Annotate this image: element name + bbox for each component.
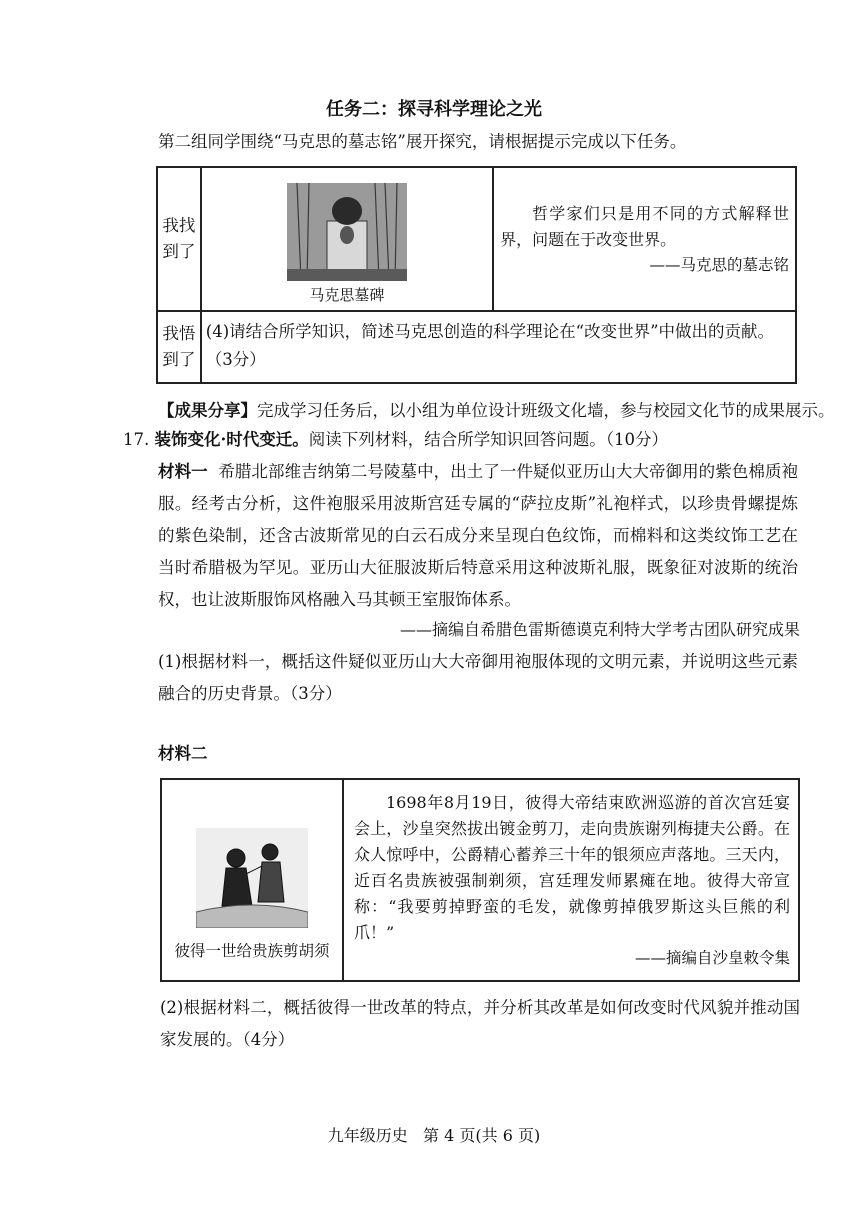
material1: [158, 456, 798, 616]
material2-text-cell: [343, 779, 799, 981]
q17-header: [123, 428, 668, 452]
found-label-cell: [157, 167, 201, 311]
footer-page: 第 4 页(共 6 页): [423, 1126, 541, 1145]
page-footer: [0, 1124, 868, 1148]
realize-label: 我悟到了: [162, 324, 196, 369]
quote-cell: [493, 167, 796, 311]
tomb-image-cell: [201, 167, 493, 311]
peter-image-caption: 彼得一世给贵族剪胡须: [174, 942, 330, 960]
question-2-text: (2)根据材料二，概括彼得一世改革的特点，并分析其改革是如何改变时代风貌并推动国家发展的。（4分）: [160, 998, 800, 1049]
marx-quote: 哲学家们只是用不同的方式解释世界，问题在于改变世界。: [500, 204, 789, 249]
found-label: 我找到了: [162, 216, 196, 261]
marx-quote-source: ——马克思的墓志铭: [649, 256, 789, 274]
question4-cell: [201, 311, 796, 383]
peter-beard-illustration: [196, 828, 308, 928]
question-2: [160, 992, 800, 1056]
material2-table: [160, 778, 800, 982]
question-1: [158, 646, 798, 710]
q17-title: 装饰变化·时代变迁。: [154, 430, 309, 449]
share-tag: 【成果分享】: [158, 401, 257, 420]
material2-source: ——摘编自沙皇敕令集: [634, 949, 790, 967]
marx-tomb-illustration: [287, 183, 407, 281]
q17-instruction: 阅读下列材料，结合所学知识回答问题。（10分）: [308, 430, 668, 449]
task2-title: [0, 98, 868, 122]
realize-label-cell: [157, 311, 201, 383]
marx-tomb-photo: [287, 183, 407, 281]
task2-intro: 第二组同学围绕“马克思的墓志铭”展开探究，请根据提示完成以下任务。: [158, 132, 687, 151]
question-1-text: (1)根据材料一，概括这件疑似亚历山大大帝御用袍服体现的文明元素，并说明这些元素融合的历史背景。（3分）: [158, 652, 798, 703]
material1-source: ——摘编自希腊色雷斯德谟克利特大学考古团队研究成果: [399, 620, 800, 639]
peter-image-cell: [161, 779, 343, 981]
q17-number: 17.: [123, 430, 150, 449]
share-text: 完成学习任务后，以小组为单位设计班级文化墙，参与校园文化节的成果展示。: [257, 401, 835, 420]
footer-subject: 九年级历史: [327, 1126, 408, 1145]
task2-title-text: 任务二：探寻科学理论之光: [326, 99, 542, 120]
material1-label: 材料一: [158, 462, 208, 481]
material2-label: 材料二: [158, 744, 208, 763]
material1-text: 希腊北部维吉纳第二号陵墓中，出土了一件疑似亚历山大大帝御用的紫色棉质袍服。经考古分析，这件袍服采用波斯宫廷专属的“萨拉皮斯”礼袍样式，以珍贵骨螺提炼的紫色染制，还含古波斯常见的白云石成分来呈现白色纹饰，而棉料和这类纹饰工艺在当时希腊极为罕见。亚历山大征服波斯后特意采用这种波斯礼服，既象征对波斯的统治权，也让波斯服饰风格融入马其顿王室服饰体系。: [158, 462, 799, 609]
question-4: (4)请结合所学知识，简述马克思创造的科学理论在“改变世界”中做出的贡献。（3分）: [205, 322, 775, 369]
task2-table: [156, 166, 797, 384]
tomb-image-caption: 马克思墓碑: [309, 286, 385, 304]
material2-text: 1698年8月19日，彼得大帝结束欧洲巡游的首次宫廷宴会上，沙皇突然拔出镀金剪刀，走向贵族谢列梅捷夫公爵。在众人惊呼中，公爵精心蓄养三十年的银须应声落地。三天内，近百名贵族被强制剃须，宫廷理发师累瘫在地。彼得大帝宣称：“我要剪掉野蛮的毛发，就像剪掉俄罗斯这头巨熊的利爪！”: [354, 793, 790, 942]
share-line: [158, 399, 835, 423]
peter-beard-image: [196, 828, 308, 928]
